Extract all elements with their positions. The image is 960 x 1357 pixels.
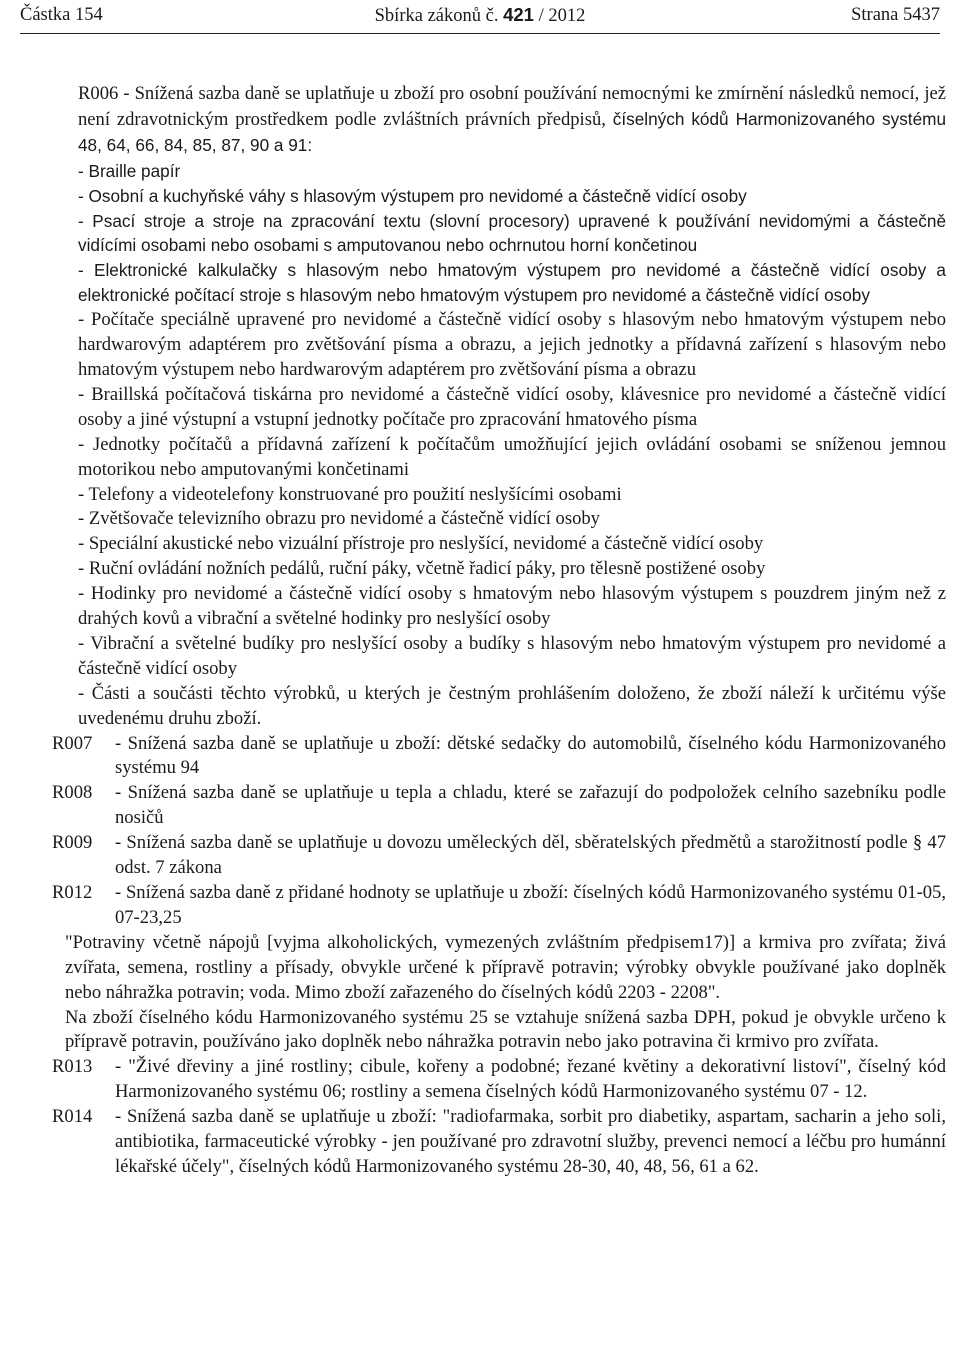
paragraph: Na zboží číselného kódu Harmonizovaného systému 25 se vztahuje snížená sazba DPH, pokud je obvykle určeno k přípravě potravin, používáno jako doplněk nebo náhražka potravin nebo jako potravina či krmivo pro zvířata. <box>65 1006 946 1053</box>
entry-code: R014 <box>52 1106 93 1128</box>
law-number: 421 <box>503 4 534 25</box>
entry-text: - Snížená sazba daně z přidané hodnoty se uplatňuje u zboží: číselných kódů Harmonizovaného systému 01-05, 07-23,25 <box>115 882 946 928</box>
entry-text: - Snížená sazba daně se uplatňuje u dovozu uměleckých děl, sběratelských předmětů a starožitností podle § 47 odst. 7 zákona <box>115 832 946 879</box>
entry-r013 <box>0 1055 960 1105</box>
entry-r012 <box>0 881 960 931</box>
entry-list <box>0 732 960 931</box>
list-item: - Počítače speciálně upravené pro nevidomé a částečně vidící osoby s hlasovým nebo hmatovým výstupem nebo hardwarovým adaptérem pro zvětšování písma a obrazu, a jejich jednotky a přídavná zařízení s hlasovým nebo hmatovým výstupem nebo hardwarovým adaptérem pro zvětšování písma a obrazu <box>78 309 946 380</box>
list-item: - Ruční ovládání nožních pedálů, ruční páky, včetně řadicí páky, pro tělesně postižené osoby <box>78 558 766 580</box>
list-item: - Psací stroje a stroje na zpracování textu (slovní procesory) upravené k používání nevidomými a částečně vidícími osobami nebo osobami s amputovanou nebo ochrnutou horní končetinou <box>78 210 946 256</box>
paragraph: "Potraviny včetně nápojů [vyjma alkoholických, vymezených zvláštním předpisem17)] a krmiva pro zvířata; živá zvířata, semena, rostliny a přísady, obvykle určené k přípravě potravin; výrobky obvykle používané jako doplněk nebo náhražka potravin; voda. Mimo zboží zařazeného do číselných kódů 2203 - 2208". <box>65 931 946 1003</box>
list-item: - Vibrační a světelné budíky pro neslyšící osoby a budíky s hlasovým nebo hmatovým výstupem pro nevidomé a částečně vidící osoby <box>78 632 946 679</box>
issue-number: Částka 154 <box>20 5 103 25</box>
entry-r014 <box>0 1105 960 1180</box>
entry-text: - Snížená sazba daně se uplatňuje u zboží: dětské sedačky do automobilů, číselného kódu Harmonizovaného systému 94 <box>115 732 946 779</box>
entry-text-sans: číselných kódů Harmonizovaného systému 48, 64, 66, 84, 85, 87, 90 a 91: <box>78 108 947 155</box>
entry-code: R013 <box>52 1056 93 1078</box>
header-divider <box>20 33 940 34</box>
r006-item-list <box>0 159 960 732</box>
entry-r008 <box>0 781 960 831</box>
entry-code: R008 <box>52 782 93 804</box>
list-item: - Osobní a kuchyňské váhy s hlasovým výstupem pro nevidomé a částečně vidící osoby <box>78 185 747 206</box>
entry-text: - Snížená sazba daně se uplatňuje u zboží: "radiofarmaka, sorbit pro diabetiky, aspartam, sacharin a jeho soli, antibiotika, farmaceutické výrobky - jen používané pro zdravotní služby, prevenci nemocí a léčbu pro humánní lékařské účely", číselných kódů Harmonizovaného systému 28-30, 40, 48, 56, 61 a 62. <box>115 1106 946 1177</box>
list-item: - Hodinky pro nevidomé a částečně vidící osoby s hmatovým nebo hlasovým výstupem s pouzdrem jiným než z drahých kovů a vibrační a světelné hodinky pro neslyšící osoby <box>78 583 946 630</box>
list-item: - Speciální akustické nebo vizuální přístroje pro neslyšící, nevidomé a částečně vidící osoby <box>78 533 764 555</box>
collection-prefix: Sbírka zákonů č. <box>374 6 499 26</box>
list-item: - Telefony a videotelefony konstruované pro použití neslyšícími osobami <box>78 483 622 505</box>
list-item: - Elektronické kalkulačky s hlasovým nebo hmatovým výstupem pro nevidomé a částečně vidící osoby a elektronické počítací stroje s hlasovým nebo hmatovým výstupem pro nevidomé a částečně vidící osoby <box>78 260 946 306</box>
list-item: - Zvětšovače televizního obrazu pro nevidomé a částečně vidící osoby <box>78 508 600 530</box>
r012-paragraphs <box>0 931 960 1056</box>
entry-r009 <box>0 831 960 881</box>
entry-text: - Snížená sazba daně se uplatňuje u zboží pro osobní používání nemocnými ke zmírnění následků nemocí, jež není zdravotnickým prostředkem podle zvláštních právních předpisů, <box>78 83 946 130</box>
list-item: - Braillská počítačová tiskárna pro nevidomé a částečně vidící osoby, klávesnice pro nevidomé a částečně vidící osoby a jiné výstupní a vstupní jednotky počítače pro zpracování hmatového písma <box>78 383 946 430</box>
collection-title <box>20 4 940 27</box>
entry-code: R006 <box>78 83 119 104</box>
page-header <box>20 4 940 26</box>
entry-r006-intro <box>0 82 960 159</box>
entry-code: R007 <box>52 732 93 754</box>
entry-list-tail <box>0 1055 960 1180</box>
entry-text: - "Živé dřeviny a jiné rostliny; cibule, kořeny a podobné; řezané květiny a dekorativní listoví", číselný kód Harmonizovaného systému 06; rostliny a semena číselných kódů Harmonizovaného systému 07 - 12. <box>115 1056 946 1103</box>
entry-r007 <box>0 732 960 782</box>
collection-year: / 2012 <box>538 6 586 26</box>
entry-text: - Snížená sazba daně se uplatňuje u tepla a chladu, které se zařazují do podpoložek celního sazebníku podle nosičů <box>115 782 946 829</box>
list-item: - Jednotky počítačů a přídavná zařízení k počítačům umožňující jejich ovládání osobami se sníženou jemnou motorikou nebo amputovanými končetinami <box>78 433 946 480</box>
document-body <box>0 82 960 1180</box>
entry-code: R009 <box>52 832 93 854</box>
page-number: Strana 5437 <box>851 5 940 25</box>
list-item: - Braille papír <box>78 160 181 181</box>
list-item: - Části a součásti těchto výrobků, u kterých je čestným prohlášením doloženo, že zboží náleží k určitému výše uvedenému druhu zboží. <box>78 682 946 729</box>
entry-code: R012 <box>52 882 93 903</box>
